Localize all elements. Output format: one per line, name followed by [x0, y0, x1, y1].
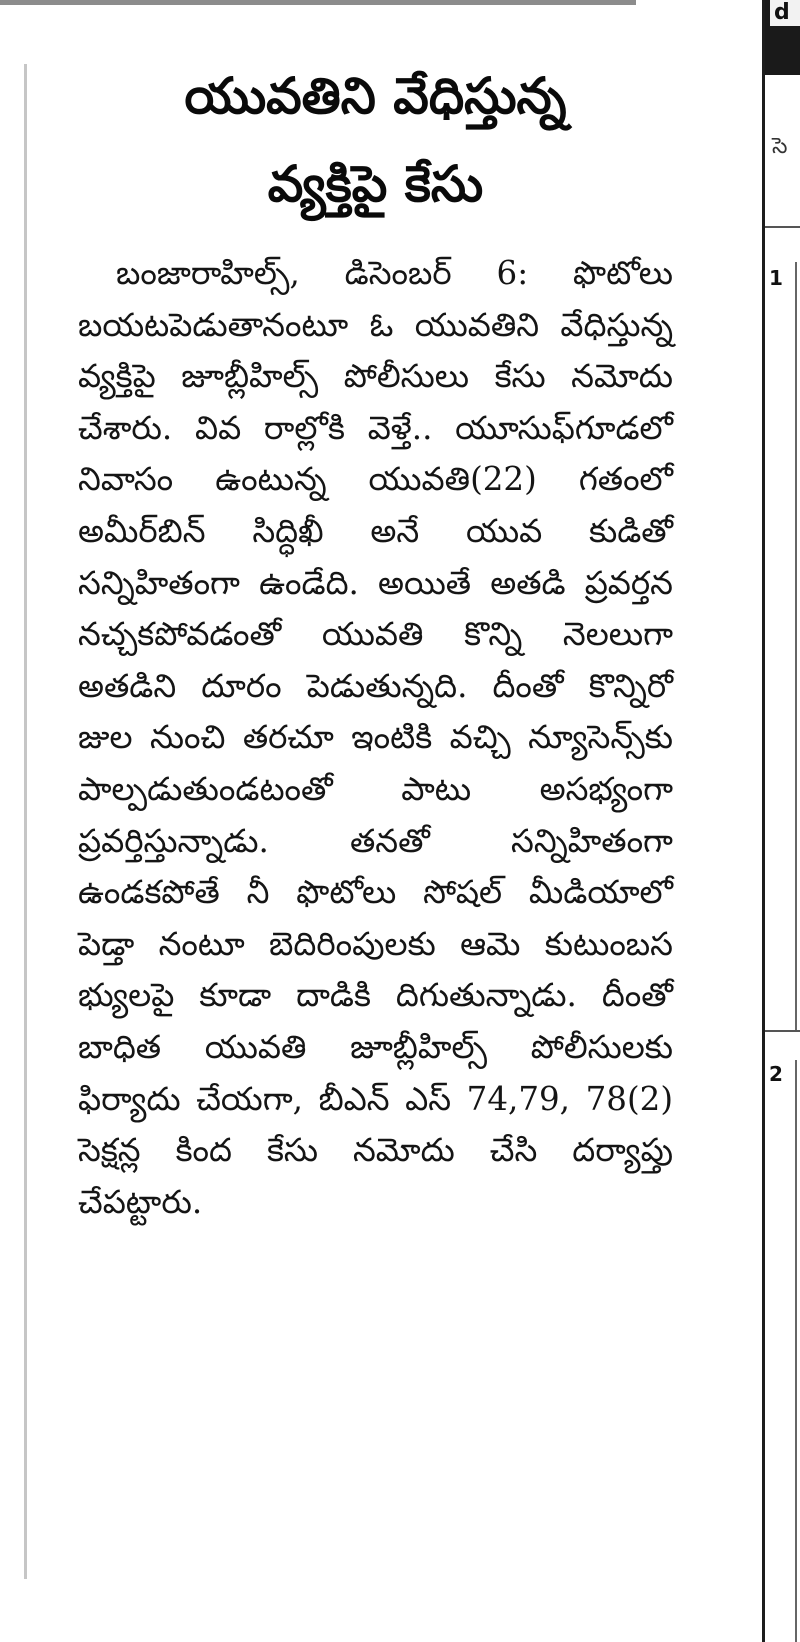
adjacent-table-vrule — [795, 262, 797, 1032]
news-article — [78, 52, 673, 1228]
top-rule — [0, 0, 636, 5]
article-headline — [78, 52, 673, 228]
article-body: బంజారాహిల్స్, డిసెంబర్ 6: ఫొటోలు బయటపెడుతానంటూ ఓ యువతిని వేధిస్తున్న వ్యక్తిపై జూబ్లీహిల్స్ పోలీసులు కేసు నమోదు చేశారు. వివ రాల్లోకి వెళ్తే.. యూసుఫ్‌గూడలో నివాసం ఉంటున్న యువతి(22) గతంలో అమీర్‌బిన్ సిద్ధిఖీ అనే యువ కుడితో సన్నిహితంగా ఉండేది. అయితే అతడి ప్రవర్తన నచ్చకపోవడంతో యువతి కొన్ని నెలలుగా అతడిని దూరం పెడుతున్నది. దీంతో కొన్నిరో జుల నుంచి తరచూ ఇంటికి వచ్చి న్యూసెన్స్‌కు పాల్పడుతుండటంతో పాటు అసభ్యంగా ప్రవర్తిస్తున్నాడు. తనతో సన్నిహితంగా ఉండకపోతే నీ ఫొటోలు సోషల్ మీడియాలో పెడ్తా నంటూ బెదిరింపులకు ఆమె కుటుంబస భ్యులపై కూడా దాడికి దిగుతున్నాడు. దీంతో బాధిత యువతి జూబ్లీహిల్స్ పోలీసులకు ఫిర్యాదు చేయగా, బీఎన్ ఎస్ 74,79, 78(2) సెక్షన్ల కింద కేసు నమోదు చేసి దర్యాప్తు చేపట్టారు. — [78, 254, 673, 1221]
adjacent-table-vrule — [795, 1060, 797, 1642]
adjacent-row-number: 1 — [769, 266, 783, 290]
adjacent-text-fragment: సె — [772, 134, 788, 159]
adjacent-table-rule — [765, 226, 800, 228]
adjacent-masthead-letter: d — [770, 0, 800, 26]
adjacent-table-rule — [765, 1030, 800, 1032]
adjacent-row-number: 2 — [769, 1062, 783, 1086]
column-divider — [762, 0, 765, 1642]
headline-line-1: యువతిని వేధిస్తున్న — [184, 67, 567, 125]
headline-line-2: వ్యక్తిపై కేసు — [267, 155, 484, 213]
left-column-rule — [24, 64, 27, 1579]
